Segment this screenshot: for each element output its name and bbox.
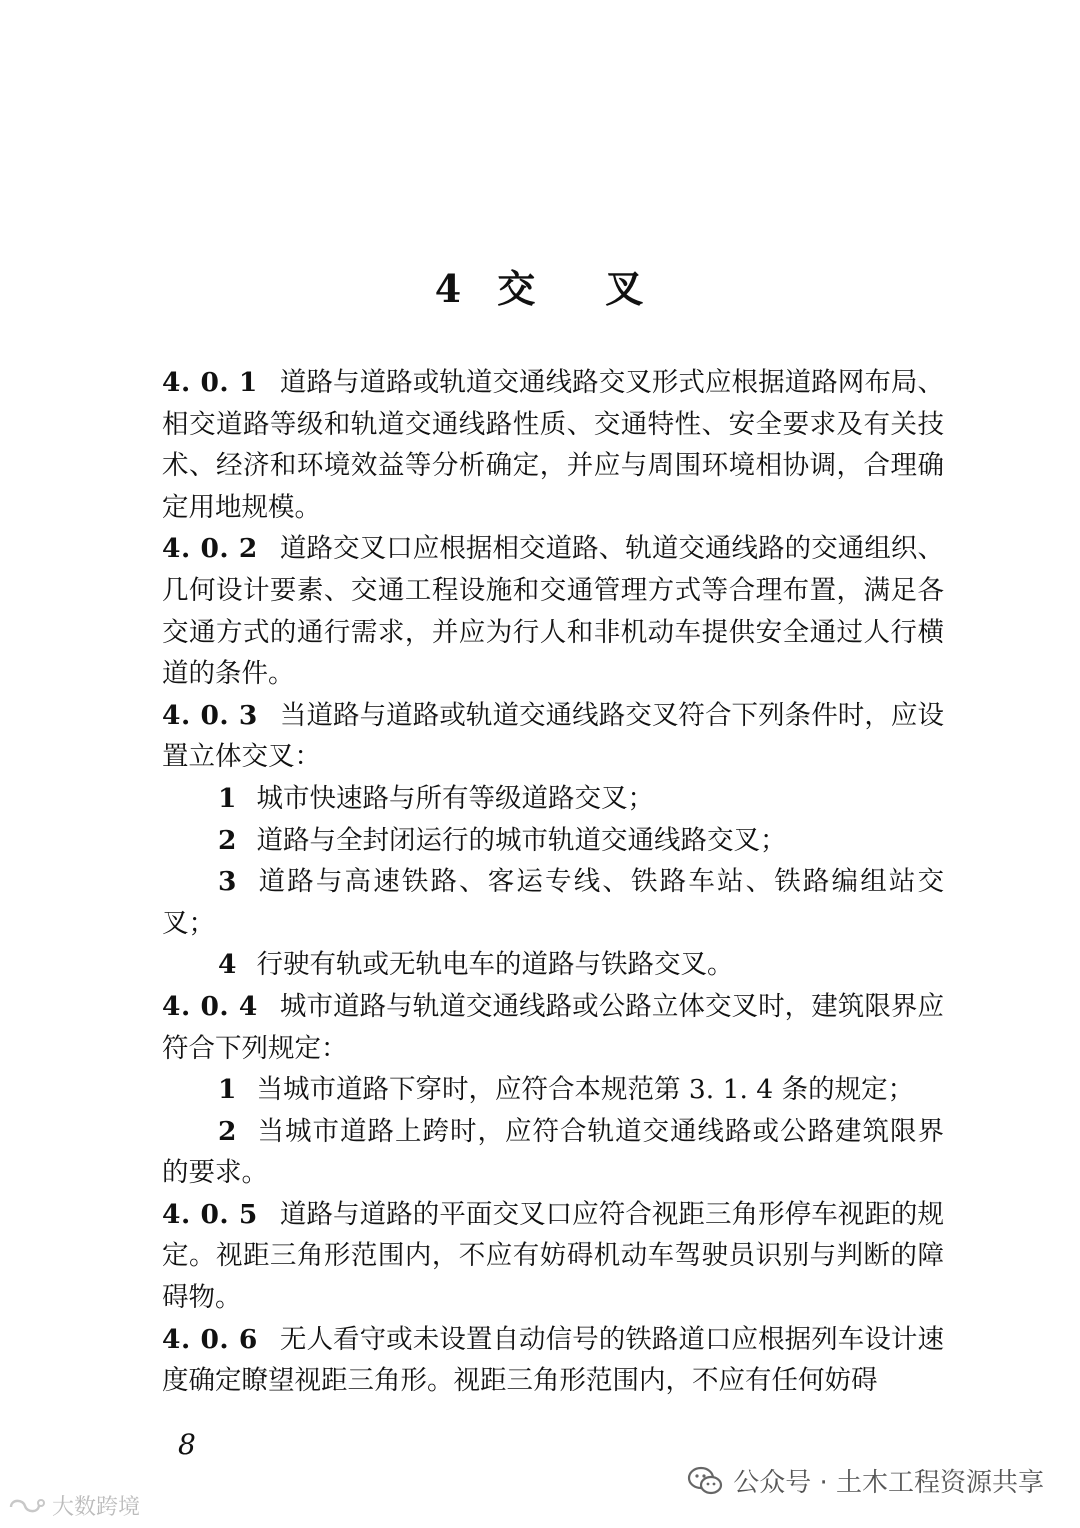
clause-text: 道路与道路的平面交叉口应符合视距三角形停车视距的规定。视距三角形范围内，不应有妨碍机动车驾驶员识别与判断的障碍物。 xyxy=(162,1198,944,1314)
clause-number: 4. 0. 1 xyxy=(162,367,258,398)
brand-watermark xyxy=(8,1490,140,1521)
item-text: 道路与全封闭运行的城市轨道交通线路交叉； xyxy=(256,824,787,856)
brand-logo-icon xyxy=(8,1495,46,1517)
list-item xyxy=(162,778,944,820)
list-item xyxy=(162,1111,944,1194)
clause-4-0-1 xyxy=(162,362,944,528)
clause-number: 4. 0. 6 xyxy=(162,1323,258,1355)
page-number: 8 xyxy=(178,1428,196,1461)
clause-4-0-6 xyxy=(162,1319,944,1402)
item-text: 城市快速路与所有等级道路交叉； xyxy=(256,782,654,814)
clause-4-0-4 xyxy=(162,986,944,1069)
item-number: 2 xyxy=(218,1115,237,1147)
item-text: 道路与高速铁路、客运专线、铁路车站、铁路编组站交叉； xyxy=(162,866,944,939)
wechat-watermark xyxy=(687,1462,1044,1499)
clause-text: 当道路与道路或轨道交通线路交叉符合下列条件时，应设置立体交叉： xyxy=(162,699,944,773)
chapter-number: 4 xyxy=(434,266,464,311)
item-number: 2 xyxy=(218,824,237,856)
list-item xyxy=(162,861,944,944)
clause-text: 无人看守或未设置自动信号的铁路道口应根据列车设计速度确定瞭望视距三角形。视距三角形范围内，不应有任何妨碍 xyxy=(162,1323,944,1397)
clause-text: 城市道路与轨道交通线路或公路立体交叉时，建筑限界应符合下列规定： xyxy=(162,990,944,1064)
clause-number: 4. 0. 3 xyxy=(162,699,258,731)
clause-number: 4. 0. 2 xyxy=(162,533,258,565)
clause-4-0-2 xyxy=(162,528,944,694)
watermark-brand: 大数跨境 xyxy=(52,1495,141,1520)
clause-text: 道路与道路或轨道交通线路交叉形式应根据道路网布局、相交道路等级和轨道交通线路性质、交通特性、安全要求及有关技术、经济和环境效益等分析确定，并应与周围环境相协调，合理确定用地规模。 xyxy=(162,367,944,523)
clause-number: 4. 0. 5 xyxy=(162,1198,258,1230)
clause-4-0-3 xyxy=(162,695,944,778)
item-text: 当城市道路下穿时，应符合本规范第 3. 1. 4 条的规定； xyxy=(256,1074,915,1106)
watermark-account: 公众号 · 土木工程资源共享 xyxy=(733,1468,1044,1498)
chapter-title xyxy=(0,258,1080,313)
item-number: 1 xyxy=(218,782,237,814)
chapter-title-char-2: 叉 xyxy=(605,266,646,311)
item-number: 4 xyxy=(218,949,237,981)
item-text: 当城市道路上跨时，应符合轨道交通线路或公路建筑限界的要求。 xyxy=(162,1115,944,1189)
chapter-title-char-1: 交 xyxy=(497,266,538,311)
item-text: 行驶有轨或无轨电车的道路与铁路交叉。 xyxy=(256,949,734,981)
item-number: 3 xyxy=(218,866,237,898)
list-item xyxy=(162,944,944,986)
list-item xyxy=(162,1069,944,1111)
clause-4-0-5 xyxy=(162,1194,944,1319)
item-number: 1 xyxy=(218,1074,237,1106)
clause-text: 道路交叉口应根据相交道路、轨道交通线路的交通组织、几何设计要素、交通工程设施和交通管理方式等合理布置，满足各交通方式的通行需求，并应为行人和非机动车提供安全通过人行横道的条件。 xyxy=(162,533,944,690)
clause-number: 4. 0. 4 xyxy=(162,990,258,1022)
list-item xyxy=(162,820,944,862)
chapter-body xyxy=(162,362,944,1402)
wechat-icon xyxy=(687,1466,723,1496)
